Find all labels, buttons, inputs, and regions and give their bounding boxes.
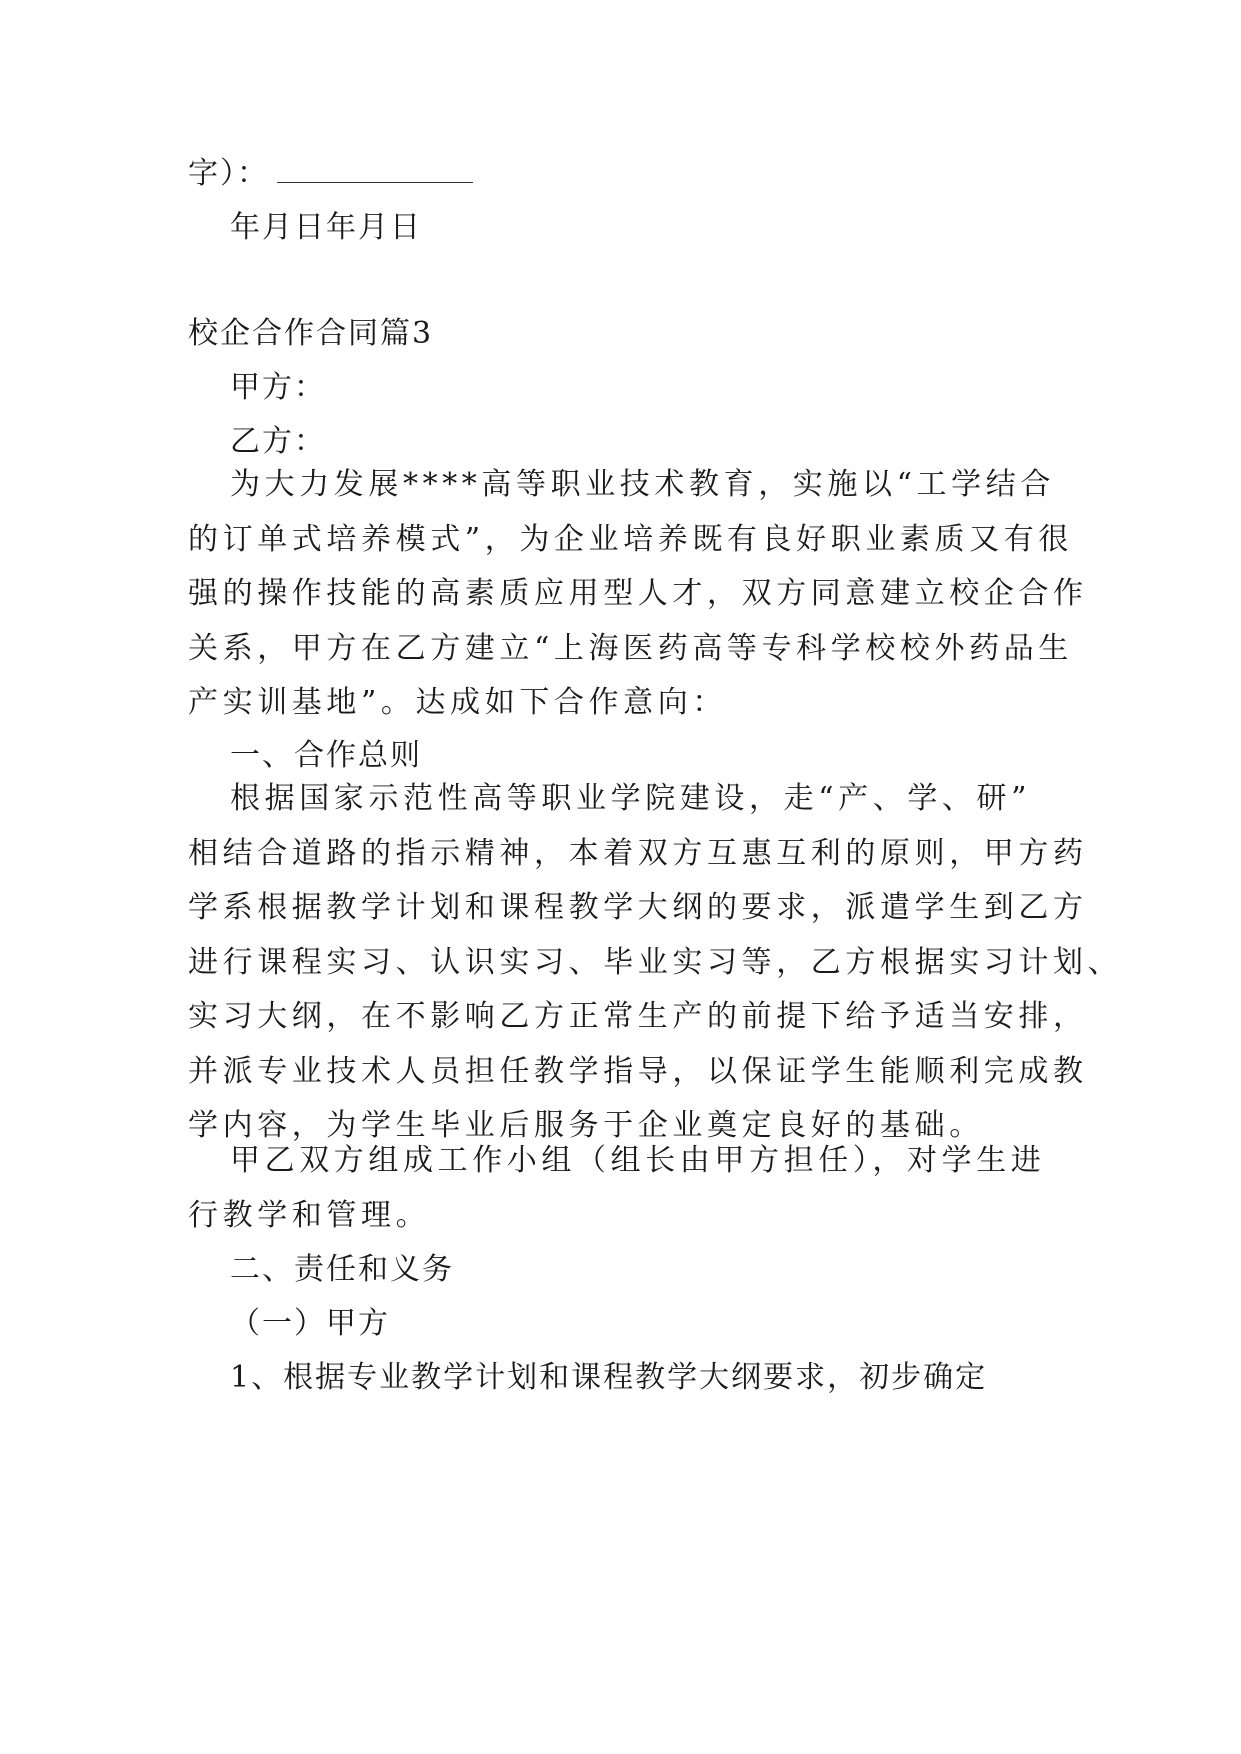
intro-line: 强的操作技能的高素质应用型人才，双方同意建立校企合作 [188, 576, 1088, 611]
signature-blank [277, 160, 473, 183]
intro-line: 为大力发展****高等职业技术教育，实施以“工学结合 [230, 467, 1055, 502]
principle-line: 进行课程实习、认识实习、毕业实习等，乙方根据实习计划、 [188, 944, 1123, 980]
section-title: 校企合作合同篇3 [188, 316, 434, 351]
principle-line: 根据国家示范性高等职业学院建设，走“产、学、研” [230, 781, 1032, 816]
sub-heading-party-a: （一）甲方 [230, 1306, 390, 1341]
party-b-label: 乙方： [230, 424, 326, 459]
team-paragraph [188, 1134, 1068, 1243]
intro-paragraph [188, 458, 1088, 731]
principle-line: 学系根据教学计划和课程教学大纲的要求，派遣学生到乙方 [188, 890, 1088, 925]
intro-line: 产实训基地”。达成如下合作意向： [188, 685, 727, 720]
date-line: 年月日年月日 [230, 210, 422, 245]
principle-paragraph [188, 772, 1123, 1154]
signature-line [188, 148, 473, 192]
item-1: 1、根据专业教学计划和课程教学大纲要求，初步确定 [230, 1360, 988, 1395]
principle-line: 并派专业技术人员担任教学指导，以保证学生能顺利完成教 [188, 1053, 1088, 1089]
heading-cooperation-principles: 一、合作总则 [230, 738, 422, 773]
signature-prefix: 字）： [188, 156, 269, 191]
principle-line: 学内容，为学生毕业后服务于企业奠定良好的基础。 [188, 1108, 984, 1143]
principle-line: 相结合道路的指示精神，本着双方互惠互利的原则，甲方药 [188, 835, 1088, 871]
team-line: 甲乙双方组成工作小组（组长由甲方担任），对学生进 [230, 1143, 1046, 1178]
principle-line: 实习大纲，在不影响乙方正常生产的前提下给予适当安排， [188, 999, 1088, 1034]
heading-responsibilities: 二、责任和义务 [230, 1252, 454, 1287]
team-line: 行教学和管理。 [188, 1197, 431, 1233]
intro-line: 关系，甲方在乙方建立“上海医药高等专科学校校外药品生 [188, 630, 1073, 666]
intro-line: 的订单式培养模式”，为企业培养既有良好职业素质又有很 [188, 521, 1073, 557]
party-a-label: 甲方： [230, 370, 326, 405]
